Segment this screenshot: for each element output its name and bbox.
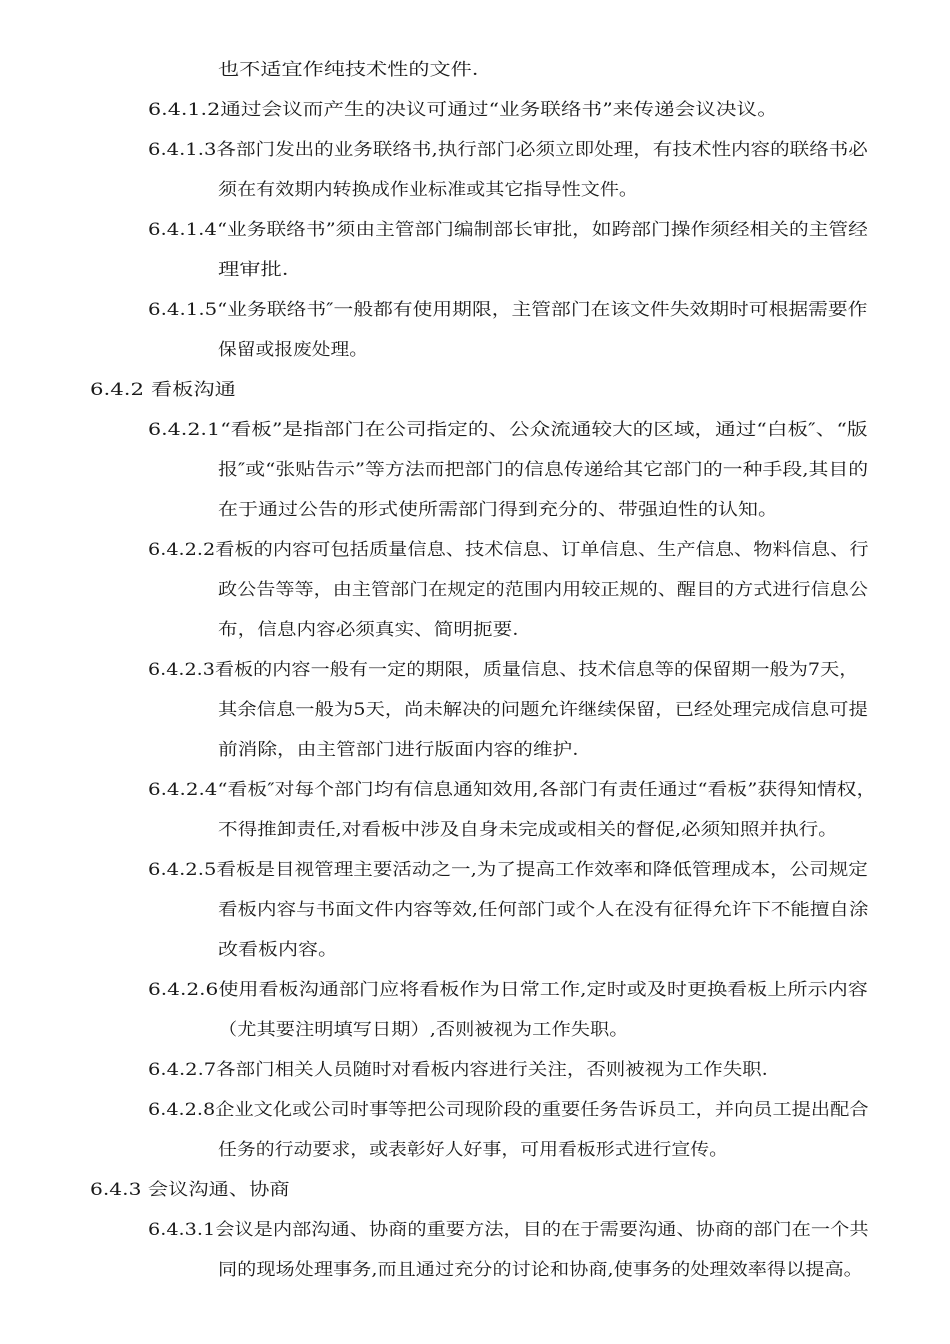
clause-6-4-1-5: 6.4.1.5“业务联络书″一般都有使用期限，主管部门在该文件失效期时可根据需要作 <box>148 300 868 320</box>
clause-6-4-2-1-cont-1: 报″或“张贴告示”等方法而把部门的信息传递给其它部门的一种手段,其目的 <box>218 460 869 480</box>
clause-6-4-1-5-cont: 保留或报废处理。 <box>218 340 368 360</box>
clause-6-4-2-1-cont-2: 在于通过公告的形式使所需部门得到充分的、带强迫性的认知。 <box>218 500 778 520</box>
clause-6-4-1-3: 6.4.1.3各部门发出的业务联络书,执行部门必须立即处理，有技术性内容的联络书必 <box>148 140 868 160</box>
clause-6-4-3-1-cont: 同的现场处理事务,而且通过充分的讨论和协商,使事务的处理效率得以提高。 <box>218 1260 863 1280</box>
clause-6-4-2-5: 6.4.2.5看板是目视管理主要活动之一,为了提高工作效率和降低管理成本，公司规定 <box>148 860 868 880</box>
clause-6-4-2-3: 6.4.2.3看板的内容一般有一定的期限，质量信息、技术信息等的保留期一般为7天， <box>148 660 859 680</box>
clause-6-4-1-4: 6.4.1.4“业务联络书”须由主管部门编制部长审批，如跨部门操作须经相关的主管经 <box>148 220 868 240</box>
clause-6-4-2-8: 6.4.2.8企业文化或公司时事等把公司现阶段的重要任务告诉员工，并向员工提出配合 <box>148 1100 869 1120</box>
clause-6-4-2-3-cont-2: 前消除，由主管部门进行版面内容的维护. <box>218 740 579 760</box>
section-heading-6-4-3: 6.4.3 会议沟通、协商 <box>90 1180 290 1200</box>
clause-6-4-2-4: 6.4.2.4“看板″对每个部门均有信息通知效用,各部门有责任通过“看板”获得知情权， <box>148 780 877 800</box>
clause-6-4-2-8-cont: 任务的行动要求，或表彰好人好事，可用看板形式进行宣传。 <box>218 1140 728 1160</box>
clause-6-4-2-2: 6.4.2.2看板的内容可包括质量信息、技术信息、订单信息、生产信息、物料信息、行 <box>148 540 869 560</box>
clause-6-4-2-4-cont: 不得推卸责任,对看板中涉及自身未完成或相关的督促,必须知照并执行。 <box>218 820 838 840</box>
section-heading-6-4-2: 6.4.2 看板沟通 <box>90 380 236 400</box>
clause-6-4-2-6-cont: （尤其要注明填写日期）,否则被视为工作失职。 <box>218 1020 629 1040</box>
text-line-1: 也不适宜作纯技术性的文件. <box>218 60 479 80</box>
clause-6-4-2-2-cont-2: 布，信息内容必须真实、简明扼要. <box>218 620 519 640</box>
clause-6-4-2-6: 6.4.2.6使用看板沟通部门应将看板作为日常工作,定时或及时更换看板上所示内容 <box>148 980 868 1000</box>
clause-6-4-1-2: 6.4.1.2通过会议而产生的决议可通过“业务联络书”来传递会议决议。 <box>148 100 778 120</box>
clause-6-4-2-3-cont-1: 其余信息一般为5天，尚未解决的问题允许继续保留，已经处理完成信息可提 <box>218 700 868 720</box>
clause-6-4-2-5-cont-1: 看板内容与书面文件内容等效,任何部门或个人在没有征得允许下不能擅自涂 <box>218 900 869 920</box>
clause-6-4-1-3-cont: 须在有效期内转换成作业标准或其它指导性文件。 <box>218 180 638 200</box>
clause-6-4-3-1: 6.4.3.1会议是内部沟通、协商的重要方法，目的在于需要沟通、协商的部门在一个共 <box>148 1220 869 1240</box>
clause-6-4-1-4-cont: 理审批. <box>218 260 289 280</box>
clause-6-4-2-7: 6.4.2.7各部门相关人员随时对看板内容进行关注，否则被视为工作失职. <box>148 1060 768 1080</box>
clause-6-4-2-2-cont-1: 政公告等等，由主管部门在规定的范围内用较正规的、醒目的方式进行信息公 <box>218 580 868 600</box>
clause-6-4-2-5-cont-2: 改看板内容。 <box>218 940 338 960</box>
clause-6-4-2-1: 6.4.2.1“看板”是指部门在公司指定的、公众流通较大的区域，通过“白板″、“版 <box>148 420 868 440</box>
